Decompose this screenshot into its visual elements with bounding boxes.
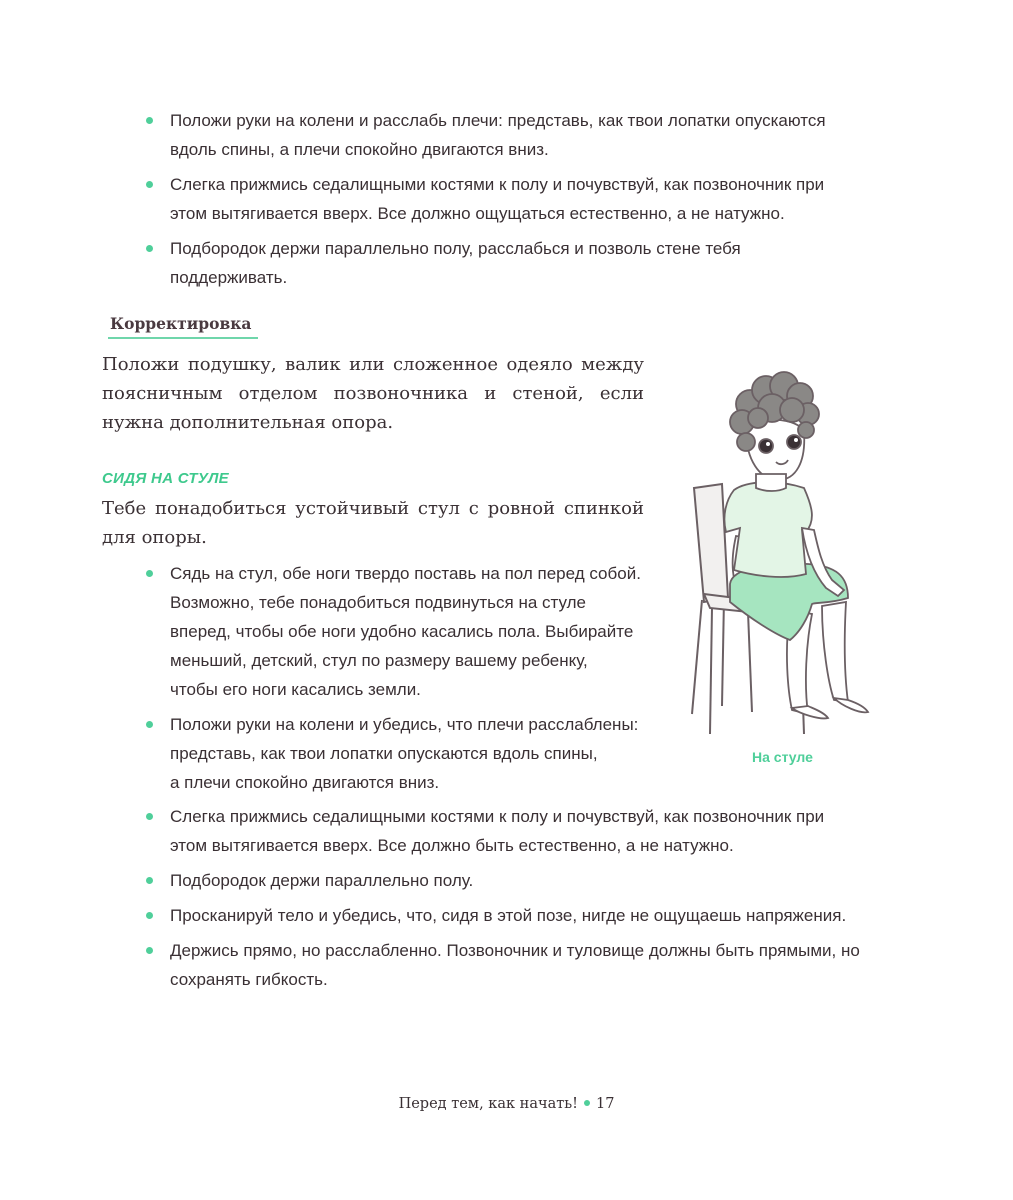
list-item-line: Подбородок держи параллельно полу. [170,871,474,890]
chair-bullet-list [146,559,646,803]
list-item-line: Держись прямо, но расслабленно. Позвоночник и туловище должны быть прямыми, но [170,941,860,960]
list-item-line: а плечи спокойно двигаются вниз. [170,773,440,792]
footer-text: Перед тем, как начать! [398,1096,578,1112]
bottom-bullet-list [146,802,876,1000]
correction-text: Положи подушку, валик или сложенное одеяло между поясничным отделом позвоночника и стеной, если нужна дополнительная опора. [102,354,644,433]
list-item-line: Сядь на стул, обе ноги твердо поставь на пол перед собой. [170,564,641,583]
bullet-dot-icon [146,245,153,252]
figure-caption: На стуле [752,749,813,765]
list-item [146,559,646,704]
section-intro: Тебе понадобиться устойчивый стул с ровной спинкой для опоры. [102,498,644,548]
list-item-line: представь, как твои лопатки опускаются вдоль спины, [170,744,598,763]
list-item-line: Подбородок держи параллельно полу, расслабься и позволь стене тебя [170,239,741,258]
bullet-dot-icon [146,181,153,188]
child-shirt [724,482,812,577]
list-item-line: вперед, чтобы обе ноги удобно касались пола. Выбирайте [170,622,634,641]
list-item [146,170,866,228]
bullet-dot-icon [146,117,153,124]
list-item-line: поддерживать. [170,268,288,287]
list-item [146,710,646,797]
top-bullet-list [146,106,866,298]
list-item-line: Просканируй тело и убедись, что, сидя в этой позе, нигде не ощущаешь напряжения. [170,906,847,925]
list-item-line: этом вытягивается вверх. Все должно ощущаться естественно, а не натужно. [170,204,785,223]
section-title: СИДЯ НА СТУЛЕ [102,470,229,487]
bullet-dot-icon [146,877,153,884]
list-item-line: чтобы его ноги касались земли. [170,680,421,699]
child-head [730,372,819,491]
list-item [146,106,866,164]
list-item-line: Слегка прижмись седалищными костями к полу и почувствуй, как позвоночник при [170,807,825,826]
child-on-chair-illustration [688,362,874,736]
bullet-dot-icon [146,570,153,577]
list-item-line: Возможно, тебе понадобиться подвинуться на стуле [170,593,587,612]
list-item [146,936,876,994]
page-footer [0,1096,1013,1112]
page-number: 17 [595,1096,615,1112]
bullet-dot-icon [146,721,153,728]
list-item [146,866,876,895]
list-item-line: вдоль спины, а плечи спокойно двигаются вниз. [170,140,549,159]
list-item-line: Слегка прижмись седалищными костями к полу и почувствуй, как позвоночник при [170,175,825,194]
list-item-line: Положи руки на колени и убедись, что плечи расслаблены: [170,715,639,734]
bullet-dot-icon [146,813,153,820]
list-item-line: этом вытягивается вверх. Все должно быть естественно, а не натужно. [170,836,734,855]
list-item-line: сохранять гибкость. [170,970,328,989]
bullet-dot-icon [146,912,153,919]
list-item [146,901,876,930]
footer-dot-icon [584,1100,590,1106]
list-item-line: Положи руки на колени и расслабь плечи: представь, как твои лопатки опускаются [170,111,826,130]
list-item-line: меньший, детский, стул по размеру вашему ребенку, [170,651,588,670]
correction-heading: Корректировка [108,314,258,339]
bullet-dot-icon [146,947,153,954]
list-item [146,802,876,860]
list-item [146,234,866,292]
